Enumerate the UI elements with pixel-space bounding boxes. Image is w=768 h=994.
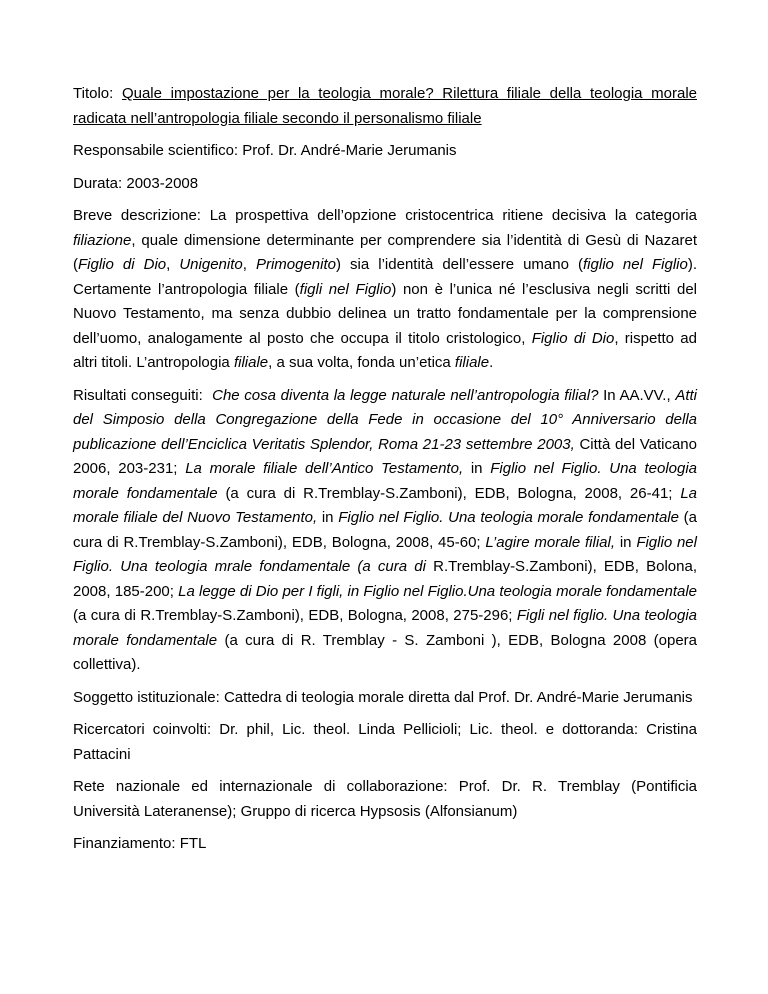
descrizione-text: , rispetto ad altri titoli. L’antropologia [73, 329, 697, 371]
risultati-italic: La morale filiale del Nuovo Testamento, [73, 484, 697, 526]
descrizione-text: , quale dimensione determinante per comprendere sia l’identità di Gesù di Nazaret ( [73, 231, 697, 273]
risultati-text: in [470, 460, 483, 477]
finanziamento-value: FTL [179, 835, 207, 852]
title-paragraph [73, 82, 697, 131]
descrizione-text: La prospettiva dell’opzione cristocentrica ritiene decisiva la categoria [209, 207, 697, 224]
rete-value: Prof. Dr. R. Tremblay (Pontificia Università Lateranense); Gruppo di ricerca Hypsosis (Alfonsianum) [73, 778, 697, 820]
risultati-italic: Atti del Simposio della Congregazione della Fede in occasione del 10° Anniversario della publicazione dell’Enciclica Veritatis Splendor, Roma 21-23 settembre 2003, [73, 386, 698, 453]
responsabile-label: Responsabile scientifico: [73, 142, 239, 159]
descrizione-italic: Unigenito [179, 256, 243, 273]
risultati-text: (a cura di R.Tremblay-S.Zamboni), EDB, Bologna, 2008, 275-296; [73, 607, 513, 624]
descrizione-italic: filiale [233, 354, 269, 371]
descrizione-italic: filiazione [73, 231, 132, 249]
risultati-text: (a cura di R. Tremblay - S. Zamboni ), EDB, Bologna 2008 (opera collettiva). [73, 631, 698, 673]
risultati-text: (a cura di R.Tremblay-S.Zamboni), EDB, Bologna, 2008, 45-60; [73, 509, 698, 551]
descrizione-label: Breve descrizione: [73, 207, 201, 224]
finanziamento-label: Finanziamento: [73, 835, 176, 852]
responsabile-value: Prof. Dr. André-Marie Jerumanis [242, 142, 457, 159]
title-label: Titolo: [73, 85, 114, 102]
risultati-italic: La morale filiale dell’Antico Testamento, [185, 460, 464, 477]
risultati-label: Risultati conseguiti: [73, 386, 203, 404]
durata-value: 2003-2008 [126, 174, 199, 192]
responsabile-paragraph [73, 139, 697, 164]
descrizione-italic: Figlio di Dio [78, 256, 167, 273]
risultati-text: In AA.VV., [603, 386, 671, 404]
risultati-italic: Figlio nel Figlio. Una teologia mrale fondamentale (a cura di [73, 533, 697, 575]
descrizione-text: ). Certamente l’antropologia filiale ( [73, 256, 697, 298]
soggetto-label: Soggetto istituzionale: [73, 688, 220, 706]
descrizione-italic: figli nel Figlio [299, 280, 392, 298]
descrizione-text: ) non è l’unica né l’esclusiva negli scritti del Nuovo Testamento, ma senza dubbio delinea un tratto fondamentale per la comprensione dell’uomo, analogamente al posto che occupa il titolo cristologico, [73, 280, 697, 347]
risultati-italic: Figli nel figlio. Una teologia morale fondamentale [73, 607, 697, 649]
risultati-text: R.Tremblay-S.Zamboni), EDB, Bolona, 2008, 185-200; [73, 558, 697, 600]
descrizione-italic: figlio nel Figlio [583, 256, 688, 273]
descrizione-italic: filiale [454, 354, 490, 371]
rete-paragraph [73, 775, 697, 824]
risultati-italic: Figlio nel Figlio. Una teologia morale fondamentale [73, 460, 698, 502]
descrizione-italic: Figlio di Dio [531, 329, 615, 347]
finanziamento-paragraph [73, 832, 697, 857]
title-text: Quale impostazione per la teologia morale? Rilettura filiale della teologia morale radicata nell’antropologia filiale secondo il personalismo filiale [73, 85, 698, 127]
descrizione-text: , [242, 256, 256, 273]
risultati-italic: L’agire morale filial, [485, 533, 616, 551]
descrizione-italic: Primogenito [255, 256, 336, 273]
descrizione-text: , [166, 256, 180, 273]
descrizione-text: . [489, 354, 494, 371]
durata-paragraph [73, 172, 697, 197]
risultati-text: in [619, 533, 632, 551]
descrizione-text: ) sia l’identità dell’essere umano ( [336, 256, 584, 273]
descrizione-paragraph [73, 204, 697, 376]
risultati-paragraph [73, 384, 697, 678]
descrizione-text: , a sua volta, fonda un’etica [268, 354, 451, 371]
risultati-italic: Figlio nel Figlio. Una teologia morale fondamentale [338, 509, 679, 526]
document-page [73, 82, 697, 865]
risultati-italic: La legge di Dio per I figli, in Figlio nel Figlio.Una teologia morale fondamentale [178, 582, 697, 600]
rete-label: Rete nazionale ed internazionale di collaborazione: [73, 778, 448, 795]
risultati-text: (a cura di R.Tremblay-S.Zamboni), EDB, Bologna, 2008, 26-41; [225, 484, 673, 502]
risultati-italic: Che cosa diventa la legge naturale nell’antropologia filial? [212, 386, 599, 404]
ricercatori-value: Dr. phil, Lic. theol. Linda Pellicioli; Lic. theol. e dottoranda: Cristina Pattacini [73, 721, 697, 763]
risultati-text: in [321, 509, 334, 526]
soggetto-paragraph [73, 686, 697, 711]
ricercatori-label: Ricercatori coinvolti: [73, 721, 212, 738]
soggetto-value: Cattedra di teologia morale diretta dal Prof. Dr. André-Marie Jerumanis [223, 688, 693, 706]
ricercatori-paragraph [73, 718, 697, 767]
durata-label: Durata: [73, 174, 123, 192]
risultati-text: Città del Vaticano 2006, 203-231; [73, 435, 697, 477]
